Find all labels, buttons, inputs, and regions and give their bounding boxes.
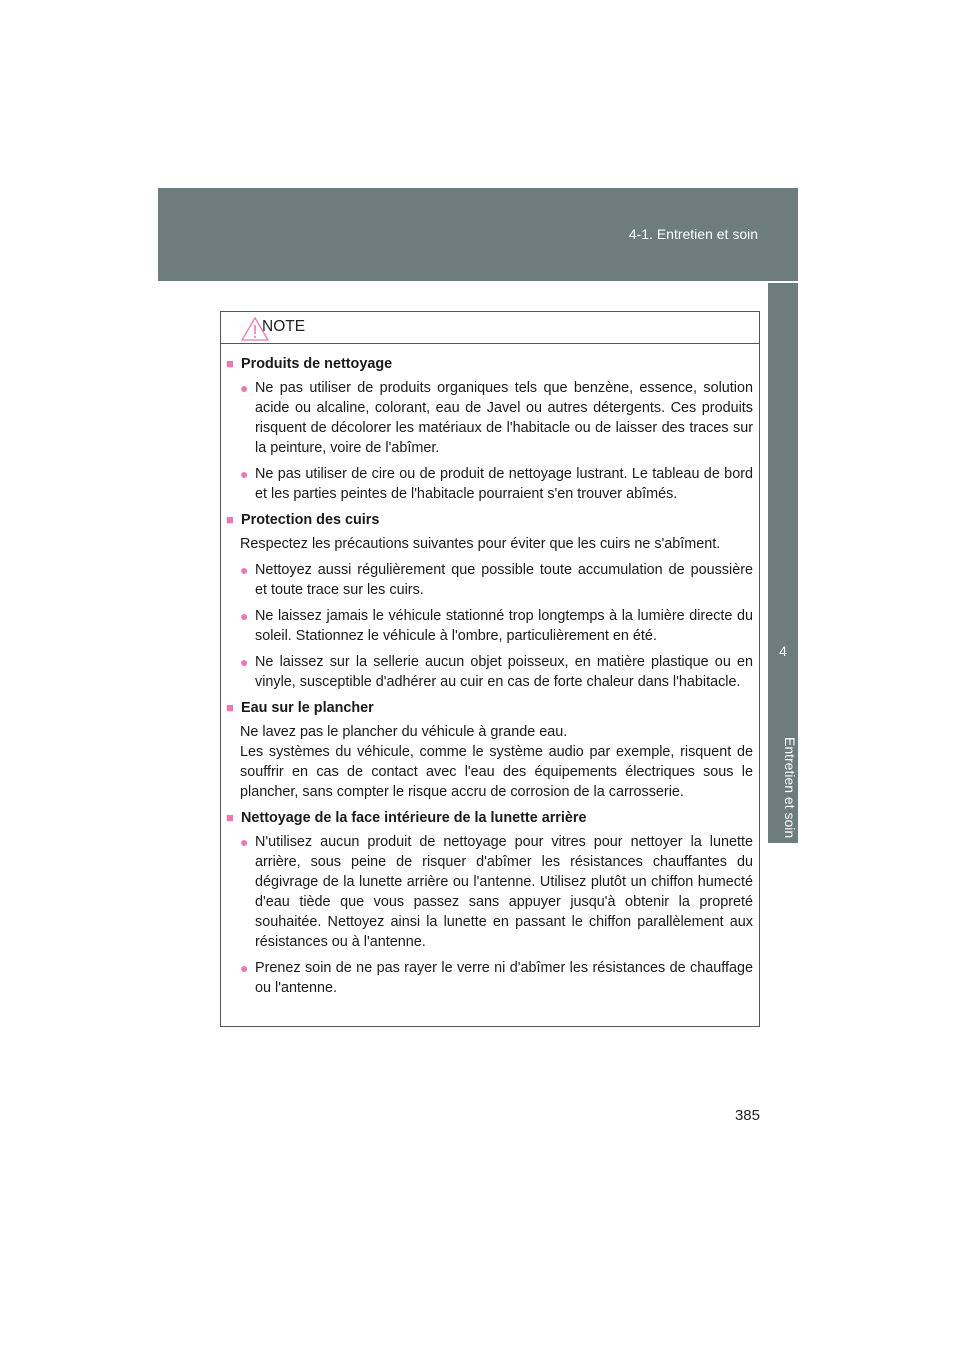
list-item: ● Ne pas utiliser de produits organiques tels que benzène, essence, solution acide ou alcaline, colorant, eau de Javel ou autres détergents. Ces produits risquent de décolorer les matériaux de l'habitacle ou de laisser des traces sur la peinture, voire de l'abîmer. [240, 380, 753, 456]
chapter-header-band [158, 188, 798, 281]
chapter-side-label: Entretien et soin [782, 737, 798, 839]
bullet-icon: ● [240, 654, 249, 670]
square-bullet-icon: ■ [226, 512, 234, 527]
section-intro: Ne lavez pas le plancher du véhicule à grande eau. [240, 724, 568, 740]
list-item: ● Ne pas utiliser de cire ou de produit de nettoyage lustrant. Le tableau de bord et les parties peintes de l'habitacle pourraient s'en trouver abîmés. [240, 466, 753, 502]
chapter-number: 4 [779, 643, 787, 659]
square-bullet-icon: ■ [226, 700, 234, 715]
square-bullet-icon: ■ [226, 810, 234, 825]
bullet-icon: ● [240, 562, 249, 578]
list-item: ● Ne laissez sur la sellerie aucun objet poisseux, en matière plastique ou en vinyle, susceptible d'adhérer au cuir en cas de forte chaleur dans l'habitacle. [240, 654, 753, 690]
note-body [221, 344, 759, 998]
chapter-section-title: 4-1. Entretien et soin [628, 226, 758, 242]
bullet-icon: ● [240, 608, 249, 624]
section-paragraph: Les systèmes du véhicule, comme le système audio par exemple, risquent de souffrir en cas de contact avec l'eau des équipements électriques sous le plancher, sans compter le risque accru de corrosion de la carrosserie. [240, 744, 753, 800]
section-intro: Respectez les précautions suivantes pour éviter que les cuirs ne s'abîment. [240, 536, 721, 552]
list-item: ● Nettoyez aussi régulièrement que possible toute accumulation de poussière et toute trace sur les cuirs. [240, 562, 753, 598]
list-item: ● Ne laissez jamais le véhicule stationné trop longtemps à la lumière directe du soleil. Stationnez le véhicule à l'ombre, particulièrement en été. [240, 608, 753, 644]
section-heading: ■ Eau sur le plancher [226, 700, 374, 716]
note-box [220, 311, 760, 1027]
bullet-icon: ● [240, 466, 249, 482]
note-title: NOTE [262, 318, 306, 335]
section-heading: ■ Produits de nettoyage [226, 356, 393, 372]
chapter-side-tab [768, 283, 798, 843]
bullet-icon: ● [240, 380, 249, 396]
square-bullet-icon: ■ [226, 356, 234, 371]
page-number: 385 [734, 1107, 760, 1124]
list-item: ● Prenez soin de ne pas rayer le verre ni d'abîmer les résistances de chauffage ou l'antenne. [240, 960, 753, 996]
note-header [221, 312, 759, 344]
section-heading: ■ Nettoyage de la face intérieure de la lunette arrière [226, 810, 587, 826]
section-heading: ■ Protection des cuirs [226, 512, 380, 528]
list-item: ● N'utilisez aucun produit de nettoyage pour vitres pour nettoyer la lunette arrière, sous peine de risquer d'abîmer les résistances chauffantes du dégivrage de la lunette arrière ou l'antenne. Utilisez plutôt un chiffon humecté d'eau tiède que vous passez sans appuyer jusqu'à obtenir la propreté souhaitée. Nettoyez ainsi la lunette en passant le chiffon parallèlement aux résistances ou à l'antenne. [240, 834, 753, 950]
bullet-icon: ● [240, 960, 249, 976]
bullet-icon: ● [240, 834, 249, 850]
